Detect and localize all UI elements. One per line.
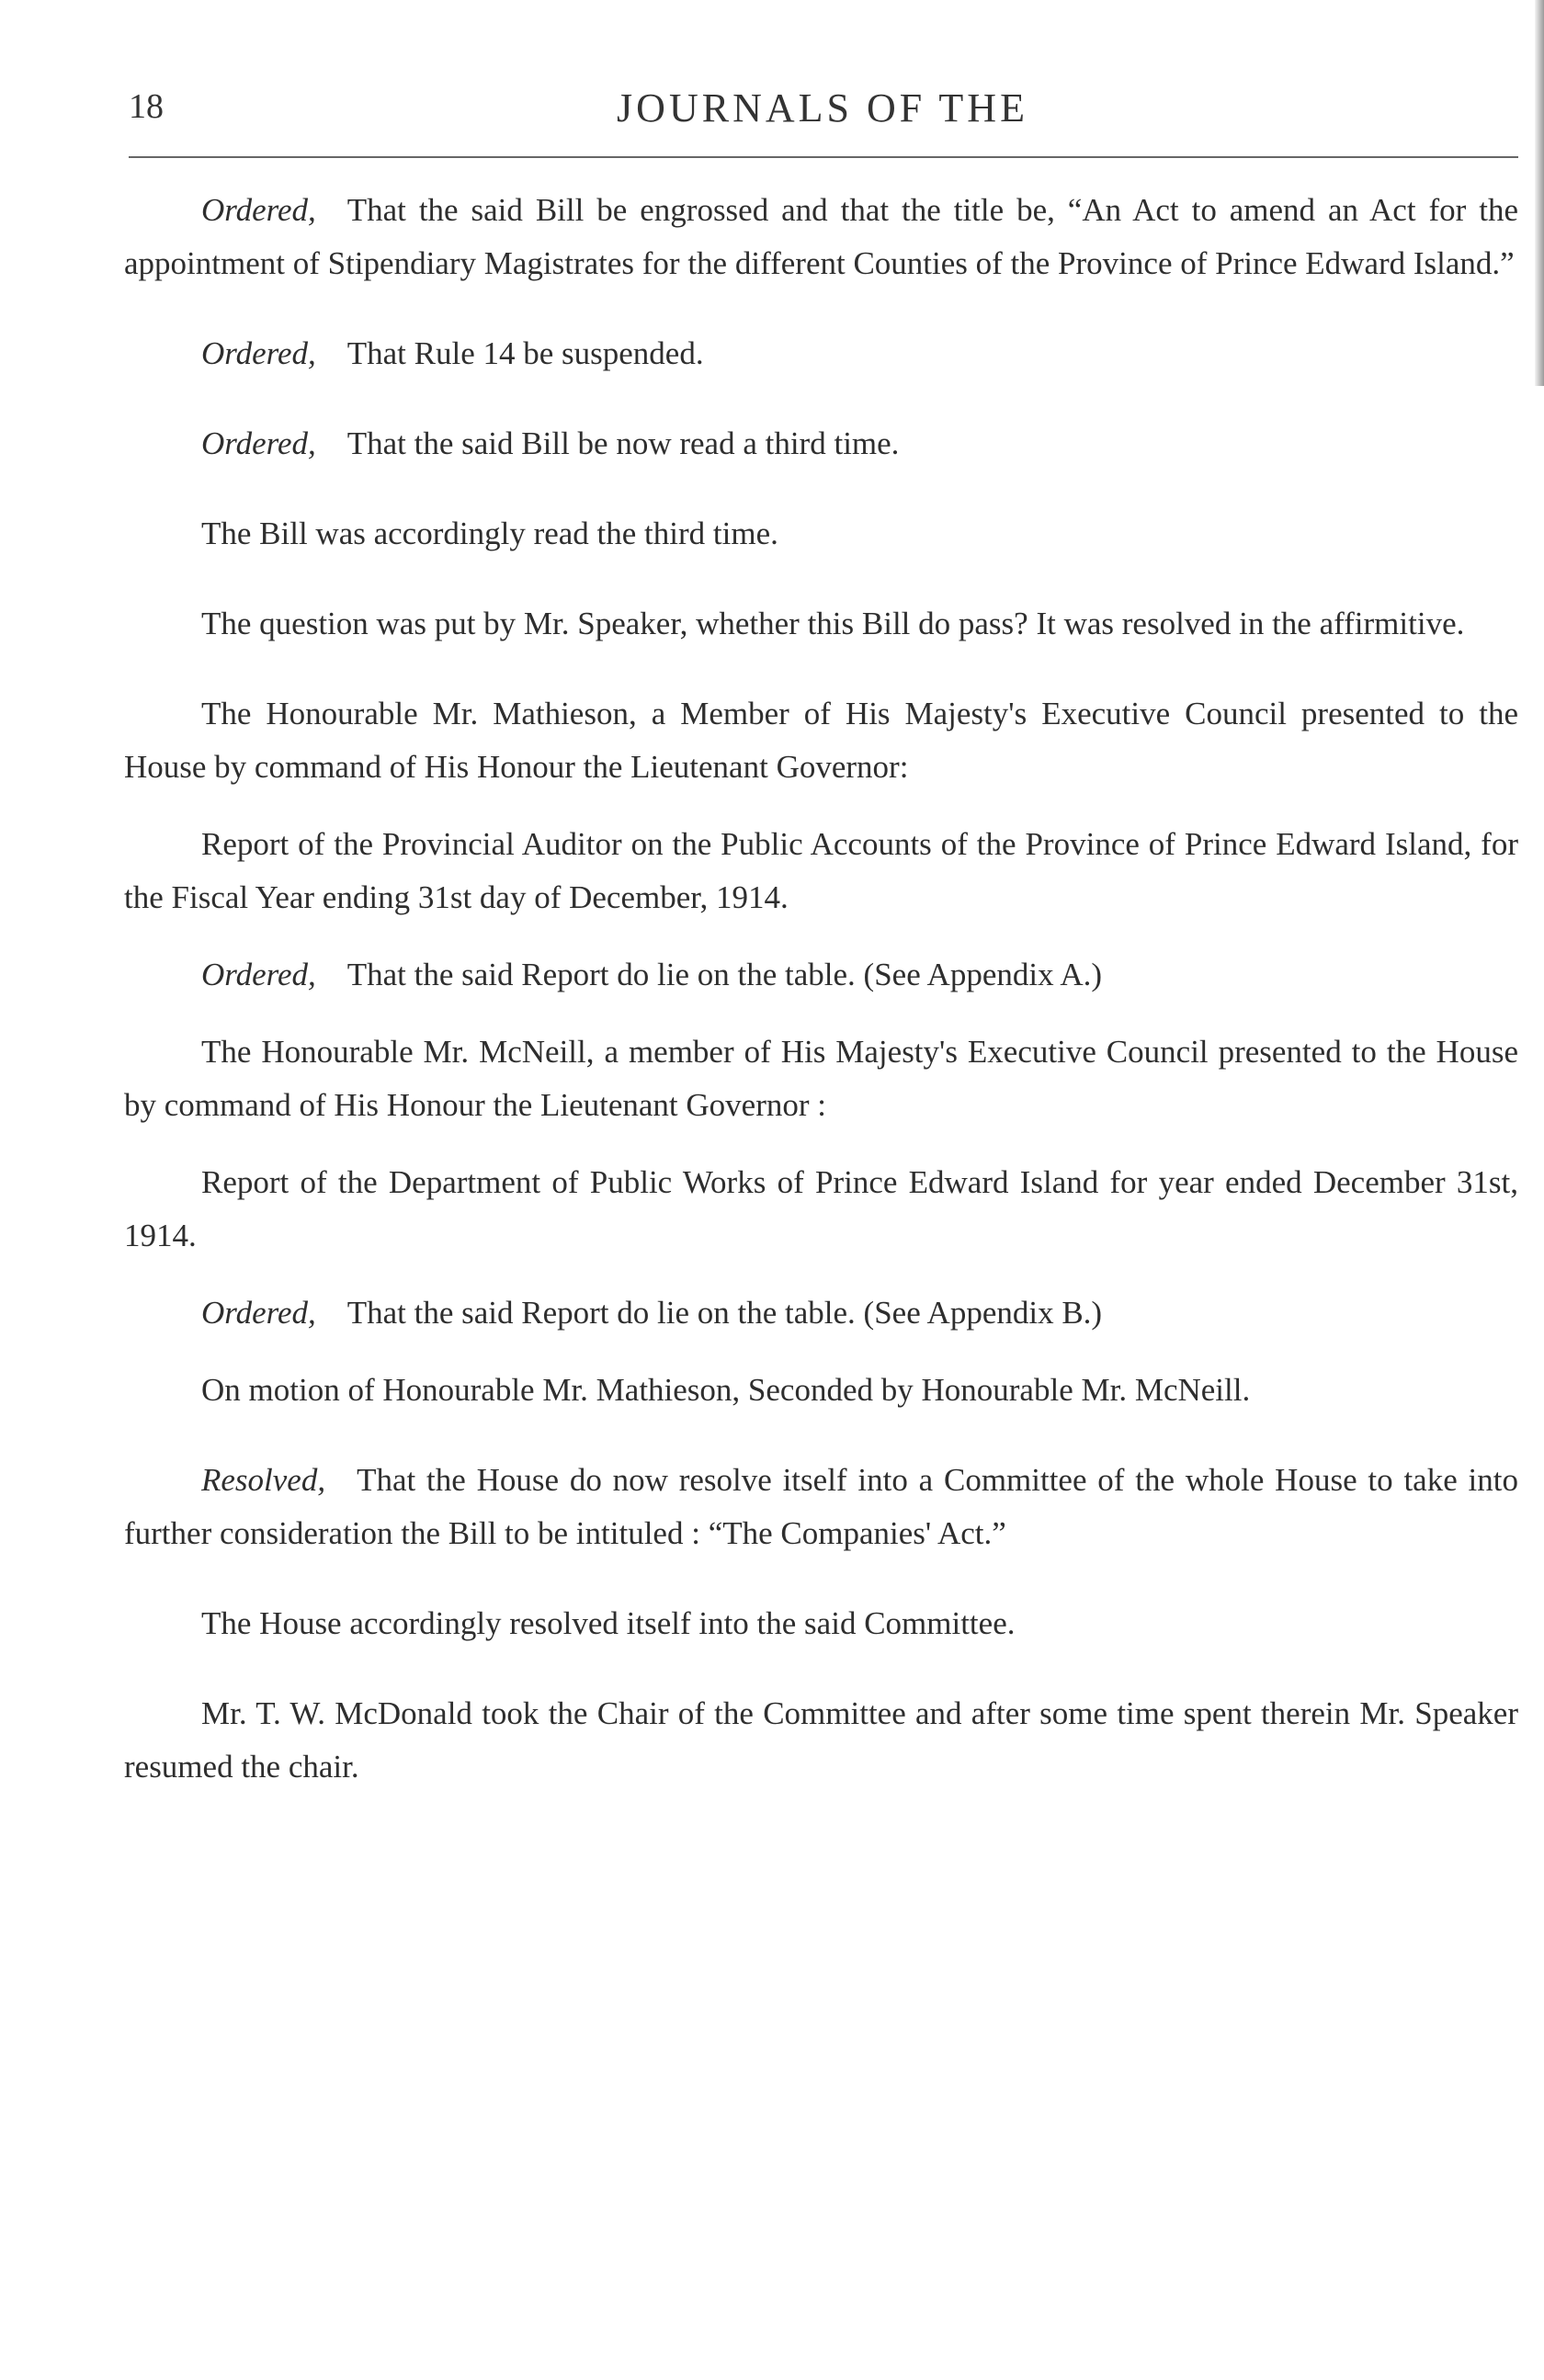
paragraph-text: Mr. T. W. McDonald took the Chair of the Committee and after some time spent therein Mr. Speaker resumed the chair.	[124, 1695, 1518, 1785]
paragraph	[124, 818, 1518, 924]
paragraph-text: The Bill was accordingly read the third time.	[201, 516, 778, 551]
paragraph-text: Report of the Provincial Auditor on the Public Accounts of the Province of Prince Edward Island, for the Fiscal Year ending 31st day of December, 1914.	[124, 826, 1518, 915]
paragraph	[124, 1286, 1518, 1340]
journal-body	[124, 184, 1518, 1830]
paragraph-text: On motion of Honourable Mr. Mathieson, Seconded by Honourable Mr. McNeill.	[201, 1372, 1251, 1408]
paragraph	[124, 507, 1518, 561]
paragraph-text: The Honourable Mr. Mathieson, a Member of His Majesty's Executive Council presented to the House by command of His Honour the Lieutenant Governor:	[124, 696, 1518, 785]
paragraph	[124, 1454, 1518, 1560]
running-title: JOURNALS OF THE	[617, 85, 1028, 130]
paragraph-lead: Ordered,	[201, 425, 316, 461]
paragraph-text: That Rule 14 be suspended.	[346, 335, 704, 371]
header-rule	[129, 156, 1518, 158]
paragraph-text: Report of the Department of Public Works of Prince Edward Island for year ended December 31st, 1914.	[124, 1164, 1518, 1253]
paragraph	[124, 687, 1518, 794]
paragraph	[124, 1687, 1518, 1794]
paragraph-text: That the said Bill be engrossed and that the title be, “An Act to amend an Act for the appointment of Stipendiary Magistrates for the different Counties of the Province of Prince Edward Island.”	[124, 192, 1518, 281]
paragraph	[124, 1597, 1518, 1650]
paragraph-text: That the House do now resolve itself into a Committee of the whole House to take into further consideration the Bill to be intituled : “The Companies' Act.”	[124, 1462, 1518, 1551]
paragraph-lead: Resolved,	[201, 1462, 326, 1498]
paragraph	[124, 1156, 1518, 1263]
page-edge-shadow	[1535, 0, 1544, 386]
paragraph-text: The question was put by Mr. Speaker, whether this Bill do pass? It was resolved in the affirmitive.	[201, 606, 1465, 641]
paragraph-text: The Honourable Mr. McNeill, a member of His Majesty's Executive Council presented to the House by command of His Honour the Lieutenant Governor :	[124, 1034, 1518, 1123]
paragraph-text: That the said Report do lie on the table. (See Appendix B.)	[346, 1295, 1103, 1331]
paragraph	[124, 1364, 1518, 1417]
paragraph	[124, 597, 1518, 651]
paragraph-lead: Ordered,	[201, 192, 316, 228]
page-number: 18	[129, 87, 164, 126]
paragraph-text: The House accordingly resolved itself into the said Committee.	[201, 1605, 1016, 1641]
paragraph	[124, 184, 1518, 290]
paragraph	[124, 948, 1518, 1002]
paragraph-lead: Ordered,	[201, 1295, 316, 1331]
paragraph	[124, 1026, 1518, 1132]
paragraph	[124, 327, 1518, 380]
paragraph-text: That the said Bill be now read a third time.	[346, 425, 900, 461]
paragraph-lead: Ordered,	[201, 335, 316, 371]
page-header	[129, 75, 1516, 140]
paragraph-text: That the said Report do lie on the table. (See Appendix A.)	[346, 957, 1103, 992]
paragraph	[124, 417, 1518, 470]
paragraph-lead: Ordered,	[201, 957, 316, 992]
